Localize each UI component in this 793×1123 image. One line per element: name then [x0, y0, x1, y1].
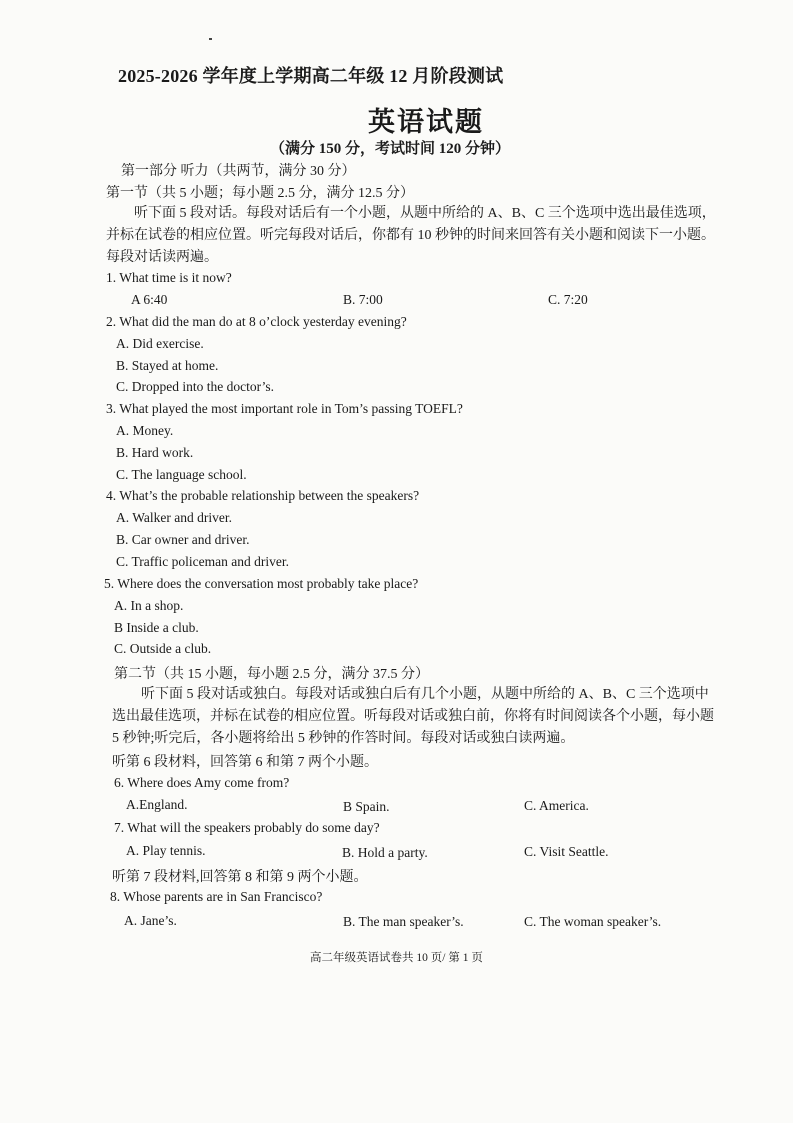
question-6-stem: 6. Where does Amy come from? [114, 775, 290, 790]
question-1-option-a: A 6:40 [131, 292, 168, 307]
section2-instructions-line1: 听下面 5 段对话或独白。每段对话或独白后有几个小题，从题中所给的 A、B、C 三个选项中 [141, 687, 709, 702]
exam-meta: （满分 150 分，考试时间 120 分钟） [270, 141, 511, 157]
question-7-stem: 7. What will the speakers probably do some day? [114, 820, 380, 835]
question-8-option-a: A. Jane’s. [124, 913, 177, 928]
section1-instructions-line3: 每段对话读两遍。 [106, 250, 218, 265]
question-4-option-b: B. Car owner and driver. [116, 532, 250, 547]
section2-instructions-line2: 选出最佳选项，并标在试卷的相应位置。听每段对话或独白前，你将有时间阅读各个小题，每小题 [112, 709, 714, 724]
question-3-option-a: A. Money. [116, 423, 174, 438]
subject-title: 英语试题 [368, 107, 484, 137]
section1-instructions-line2: 并标在试卷的相应位置。听完每段对话后，你都有 10 秒钟的时间来回答有关小题和阅读下一小题。 [106, 228, 715, 243]
question-5-option-c: C. Outside a club. [114, 641, 212, 656]
section1-heading: 第一节（共 5 小题；每小题 2.5 分，满分 12.5 分） [106, 186, 414, 201]
question-1-stem: 1. What time is it now? [106, 270, 232, 285]
section1-instructions-line1: 听下面 5 段对话。每段对话后有一个小题，从题中所给的 A、B、C 三个选项中选出最佳选项， [134, 206, 716, 221]
question-4-stem: 4. What’s the probable relationship between the speakers? [106, 488, 420, 503]
exam-title: 2025-2026 学年度上学期高二年级 12 月阶段测试 [118, 66, 504, 86]
scan-speck [209, 38, 212, 40]
part1-heading: 第一部分 听力（共两节，满分 30 分） [121, 164, 356, 179]
question-7-option-b: B. Hold a party. [342, 845, 428, 860]
question-3-option-b: B. Hard work. [116, 445, 194, 460]
question-2-option-b: B. Stayed at home. [116, 358, 219, 373]
section2-heading: 第二节（共 15 小题，每小题 2.5 分，满分 37.5 分） [114, 667, 429, 682]
question-5-option-a: A. In a shop. [114, 598, 184, 613]
question-6-option-c: C. America. [524, 798, 589, 813]
question-4-option-c: C. Traffic policeman and driver. [116, 554, 289, 569]
question-7-option-c: C. Visit Seattle. [524, 844, 609, 859]
question-6-option-a: A.England. [126, 797, 188, 812]
question-3-stem: 3. What played the most important role in Tom’s passing TOEFL? [106, 401, 463, 416]
question-7-option-a: A. Play tennis. [126, 843, 206, 858]
page-footer: 高二年级英语试卷共 10 页/ 第 1 页 [310, 952, 483, 964]
material-6-heading: 听第 6 段材料，回答第 6 和第 7 两个小题。 [112, 755, 378, 770]
section2-instructions-line3: 5 秒钟;听完后，各小题将给出 5 秒钟的作答时间。每段对话或独白读两遍。 [112, 731, 575, 746]
question-1-option-c: C. 7:20 [548, 292, 588, 307]
question-5-stem: 5. Where does the conversation most probably take place? [104, 576, 419, 591]
question-2-option-a: A. Did exercise. [116, 336, 204, 351]
question-6-option-b: B Spain. [343, 799, 390, 814]
question-3-option-c: C. The language school. [116, 467, 247, 482]
question-4-option-a: A. Walker and driver. [116, 510, 233, 525]
question-1-option-b: B. 7:00 [343, 292, 383, 307]
question-5-option-b: B Inside a club. [114, 620, 199, 635]
question-8-option-b: B. The man speaker’s. [343, 914, 464, 929]
question-8-stem: 8. Whose parents are in San Francisco? [110, 889, 323, 904]
question-2-stem: 2. What did the man do at 8 o’clock yesterday evening? [106, 314, 407, 329]
question-8-option-c: C. The woman speaker’s. [524, 914, 662, 929]
material-7-heading: 听第 7 段材料,回答第 8 和第 9 两个小题。 [112, 870, 368, 885]
question-2-option-c: C. Dropped into the doctor’s. [116, 379, 274, 394]
